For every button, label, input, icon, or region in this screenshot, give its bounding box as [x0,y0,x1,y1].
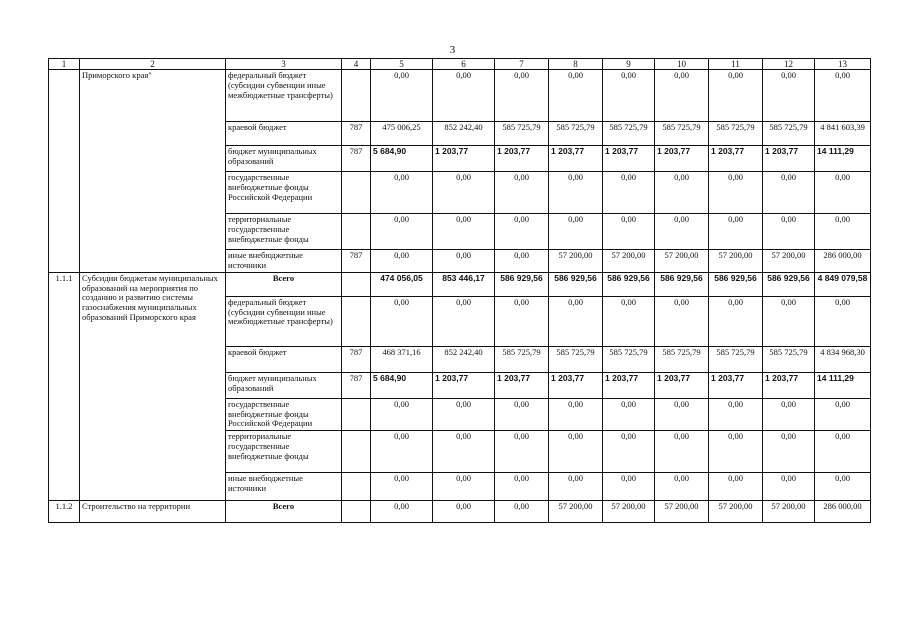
budget-code [342,172,371,214]
value-cell: 1 203,77 [655,146,709,172]
funding-source: иные внебюджетные источники [226,250,342,273]
budget-code: 787 [342,346,371,372]
funding-source: Всего [226,272,342,296]
value-cell: 0,00 [603,296,655,346]
column-header: 12 [763,59,815,70]
value-cell: 0,00 [815,473,871,501]
column-header: 11 [709,59,763,70]
budget-code [342,214,371,250]
value-cell: 0,00 [495,172,549,214]
value-cell: 0,00 [603,172,655,214]
value-cell: 586 929,56 [709,272,763,296]
value-cell: 0,00 [655,296,709,346]
value-cell: 0,00 [815,398,871,430]
value-cell: 0,00 [763,473,815,501]
value-cell: 0,00 [815,70,871,122]
value-cell: 0,00 [371,431,433,473]
value-cell: 1 203,77 [763,372,815,398]
value-cell: 586 929,56 [549,272,603,296]
value-cell: 57 200,00 [709,250,763,273]
value-cell: 0,00 [763,296,815,346]
column-header: 10 [655,59,709,70]
value-cell: 0,00 [655,473,709,501]
value-cell: 4 834 968,30 [815,346,871,372]
value-cell: 1 203,77 [763,146,815,172]
value-cell: 585 725,79 [549,122,603,146]
value-cell: 0,00 [709,473,763,501]
value-cell: 0,00 [815,296,871,346]
value-cell: 5 684,90 [371,372,433,398]
value-cell: 468 371,16 [371,346,433,372]
value-cell: 0,00 [433,501,495,523]
value-cell: 0,00 [495,250,549,273]
value-cell: 0,00 [433,214,495,250]
value-cell: 585 725,79 [709,346,763,372]
funding-source: федеральный бюджет (субсидии субвенции иные межбюджетные трансферты) [226,70,342,122]
value-cell: 0,00 [371,70,433,122]
column-header: 4 [342,59,371,70]
budget-code [342,431,371,473]
value-cell: 0,00 [763,214,815,250]
column-header: 6 [433,59,495,70]
value-cell: 0,00 [371,296,433,346]
value-cell: 0,00 [549,214,603,250]
budget-code [342,501,371,523]
value-cell: 586 929,56 [603,272,655,296]
value-cell: 14 111,29 [815,146,871,172]
budget-code: 787 [342,250,371,273]
value-cell: 1 203,77 [433,372,495,398]
funding-source: Всего [226,501,342,523]
value-cell: 0,00 [655,398,709,430]
value-cell: 474 056,05 [371,272,433,296]
value-cell: 585 725,79 [655,346,709,372]
row-number: 1.1.2 [49,501,80,523]
value-cell: 0,00 [433,70,495,122]
value-cell: 852 242,40 [433,122,495,146]
value-cell: 0,00 [549,70,603,122]
value-cell: 0,00 [815,172,871,214]
value-cell: 0,00 [763,172,815,214]
value-cell: 0,00 [371,398,433,430]
value-cell: 0,00 [815,214,871,250]
value-cell: 0,00 [371,473,433,501]
value-cell: 0,00 [709,398,763,430]
column-header: 1 [49,59,80,70]
value-cell: 57 200,00 [763,250,815,273]
value-cell: 0,00 [549,172,603,214]
value-cell: 0,00 [603,214,655,250]
value-cell: 0,00 [371,214,433,250]
value-cell: 852 242,40 [433,346,495,372]
value-cell: 57 200,00 [763,501,815,523]
value-cell: 57 200,00 [603,250,655,273]
header-row [49,59,871,70]
value-cell: 1 203,77 [709,372,763,398]
funding-source: бюджет муниципальных образований [226,146,342,172]
value-cell: 586 929,56 [495,272,549,296]
value-cell: 0,00 [371,172,433,214]
value-cell: 0,00 [433,431,495,473]
funding-source: государственные внебюджетные фонды Российской Федерации [226,398,342,430]
value-cell: 1 203,77 [655,372,709,398]
funding-source: краевой бюджет [226,122,342,146]
value-cell: 0,00 [603,431,655,473]
value-cell: 0,00 [709,172,763,214]
funding-source: территориальные государственные внебюджетные фонды [226,214,342,250]
value-cell: 0,00 [371,501,433,523]
value-cell: 0,00 [433,296,495,346]
value-cell: 585 725,79 [763,346,815,372]
value-cell: 0,00 [709,70,763,122]
value-cell: 0,00 [603,398,655,430]
value-cell: 1 203,77 [433,146,495,172]
value-cell: 0,00 [763,431,815,473]
value-cell: 0,00 [603,473,655,501]
value-cell: 0,00 [603,70,655,122]
value-cell: 0,00 [495,214,549,250]
budget-code: 787 [342,122,371,146]
value-cell: 0,00 [763,398,815,430]
value-cell: 0,00 [549,296,603,346]
value-cell: 0,00 [655,431,709,473]
value-cell: 0,00 [709,431,763,473]
funding-source: иные внебюджетные источники [226,473,342,501]
value-cell: 57 200,00 [709,501,763,523]
value-cell: 1 203,77 [549,372,603,398]
value-cell: 1 203,77 [495,146,549,172]
value-cell: 586 929,56 [655,272,709,296]
funding-source: государственные внебюджетные фонды Российской Федерации [226,172,342,214]
budget-table [48,58,871,523]
column-header: 3 [226,59,342,70]
value-cell: 1 203,77 [709,146,763,172]
value-cell: 0,00 [433,250,495,273]
value-cell: 0,00 [549,431,603,473]
value-cell: 853 446,17 [433,272,495,296]
value-cell: 0,00 [495,70,549,122]
value-cell: 475 006,25 [371,122,433,146]
value-cell: 585 725,79 [549,346,603,372]
value-cell: 57 200,00 [655,250,709,273]
funding-source: территориальные государственные внебюджетные фонды [226,431,342,473]
value-cell: 585 725,79 [763,122,815,146]
value-cell: 0,00 [655,70,709,122]
budget-code: 787 [342,146,371,172]
column-header: 9 [603,59,655,70]
budget-code [342,296,371,346]
value-cell: 585 725,79 [603,122,655,146]
value-cell: 0,00 [655,172,709,214]
page-number: 3 [449,44,456,56]
value-cell: 585 725,79 [495,122,549,146]
value-cell: 0,00 [549,398,603,430]
value-cell: 1 203,77 [603,146,655,172]
column-header: 5 [371,59,433,70]
value-cell: 0,00 [815,431,871,473]
value-cell: 57 200,00 [655,501,709,523]
value-cell: 286 000,00 [815,250,871,273]
value-cell: 57 200,00 [603,501,655,523]
value-cell: 585 725,79 [709,122,763,146]
value-cell: 286 000,00 [815,501,871,523]
value-cell: 0,00 [371,250,433,273]
row-number: 1.1.1 [49,272,80,500]
value-cell: 0,00 [549,473,603,501]
measure-name: Строительство на территории [80,501,226,523]
measure-name: Субсидии бюджетам муниципальных образований на мероприятия по созданию и развитию системы газоснабжения муниципальных образований Приморского края [80,272,226,500]
value-cell: 0,00 [495,398,549,430]
budget-code [342,398,371,430]
column-header: 2 [80,59,226,70]
value-cell: 0,00 [495,296,549,346]
value-cell: 0,00 [495,473,549,501]
budget-code [342,272,371,296]
funding-source: краевой бюджет [226,346,342,372]
value-cell: 0,00 [709,296,763,346]
value-cell: 585 725,79 [603,346,655,372]
value-cell: 0,00 [655,214,709,250]
value-cell: 1 203,77 [603,372,655,398]
value-cell: 0,00 [709,214,763,250]
value-cell: 0,00 [433,398,495,430]
value-cell: 4 841 603,39 [815,122,871,146]
funding-source: федеральный бюджет (субсидии субвенции иные межбюджетные трансферты) [226,296,342,346]
value-cell: 1 203,77 [549,146,603,172]
value-cell: 585 725,79 [655,122,709,146]
row-number [49,70,80,273]
budget-code [342,70,371,122]
table-row [49,70,871,122]
value-cell: 0,00 [433,172,495,214]
value-cell: 4 849 079,58 [815,272,871,296]
value-cell: 5 684,90 [371,146,433,172]
column-header: 7 [495,59,549,70]
value-cell: 57 200,00 [549,250,603,273]
value-cell: 14 111,29 [815,372,871,398]
value-cell: 0,00 [763,70,815,122]
value-cell: 0,00 [495,501,549,523]
value-cell: 585 725,79 [495,346,549,372]
value-cell: 1 203,77 [495,372,549,398]
table-row-total [49,501,871,523]
budget-code: 787 [342,372,371,398]
budget-code [342,473,371,501]
value-cell: 57 200,00 [549,501,603,523]
value-cell: 0,00 [495,431,549,473]
measure-name: Приморского края" [80,70,226,273]
column-header: 8 [549,59,603,70]
value-cell: 586 929,56 [763,272,815,296]
column-header: 13 [815,59,871,70]
table-row-total [49,272,871,296]
value-cell: 0,00 [433,473,495,501]
funding-source: бюджет муниципальных образований [226,372,342,398]
